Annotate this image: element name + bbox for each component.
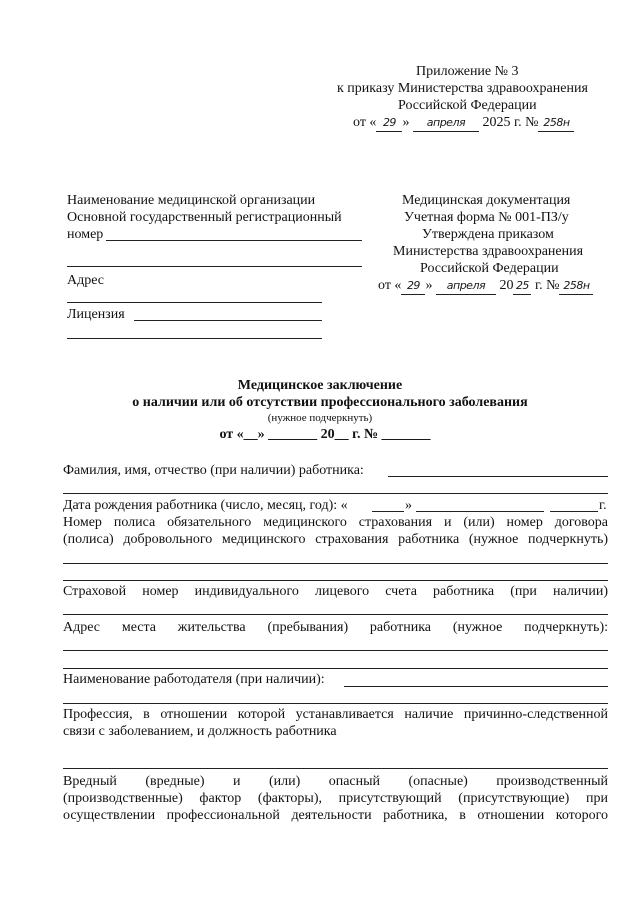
form-date-day-handwritten: 29 [401,277,425,295]
fio-field[interactable] [388,476,608,477]
profession-label-1: Профессия, в отношении которой устанавливается наличие причинно-следственной [63,707,608,722]
license-label: Лицензия [67,307,125,322]
date-prefix: от « [353,115,377,130]
harmful-factor-label-3: осуществлении профессиональной деятельности работника, в отношении которого [63,808,608,823]
form-number-handwritten: 258н [559,277,593,295]
profession-field[interactable] [63,768,608,769]
address-field[interactable] [67,302,322,303]
policy-field-line2[interactable] [63,580,608,581]
approved-label: Утверждена приказом [422,227,554,242]
fio-field-line2[interactable] [63,493,608,494]
birth-quote-close: » [405,498,412,513]
employer-field[interactable] [344,686,608,687]
appendix-date-line [353,114,574,132]
date-quote-close: » [402,115,410,130]
fio-label: Фамилия, имя, отчество (при наличии) работника: [63,463,364,478]
employer-label: Наименование работодателя (при наличии): [63,672,325,687]
form-date-year-a: 20 [499,278,514,293]
license-field[interactable] [134,320,322,321]
policy-label-2: (полиса) добровольного медицинского страхования работника (нужное подчеркнуть) [63,532,608,547]
conclusion-title: Медицинское заключение [237,378,403,393]
appendix-order-line: к приказу Министерства здравоохранения [337,81,588,96]
birth-year-field[interactable] [550,511,598,512]
conclusion-subtitle: о наличии или об отсутствии профессионального заболевания [132,395,528,410]
snils-label: Страховой номер индивидуального лицевого счета работника (при наличии) [63,584,608,599]
date-day-handwritten: 29 [376,114,402,132]
harmful-factor-label-1: Вредный (вредные) и (или) опасный (опасные) производственный [63,774,608,789]
ogrn-label: Основной государственный регистрационный [67,210,342,225]
form-date-year-handwritten: 25 [513,277,531,295]
policy-label-1: Номер полиса обязательного медицинского страхования и (или) номер договора [63,515,608,530]
form-number-label: Учетная форма № 001-ПЗ/у [404,210,569,225]
address-label: Адрес [67,273,105,288]
address-residence-field-line2[interactable] [63,668,608,669]
birth-day-field[interactable] [372,511,404,512]
profession-label-2: связи с заболеванием, и должность работника [63,724,337,739]
ogrn-number-field[interactable] [106,240,362,241]
form-date-month-handwritten: апреля [436,277,496,295]
address-residence-label: Адрес места жительства (пребывания) работника (нужное подчеркнуть): [63,620,608,635]
appendix-title: Приложение № 3 [416,64,519,79]
harmful-factor-label-2: (производственные) фактор (факторы), присутствующий (присутствующие) при [63,791,608,806]
ogrn-number-label: номер [67,227,104,242]
federation-label: Российской Федерации [420,261,559,276]
policy-field[interactable] [63,563,608,564]
ministry-label: Министерства здравоохранения [393,244,584,259]
org-name-label: Наименование медицинской организации [67,193,316,208]
date-year: 2025 г. № [482,115,539,130]
date-month-handwritten: апреля [413,114,479,132]
form-date-line [378,277,593,295]
employer-field-line2[interactable] [63,703,608,704]
appendix-country-line: Российской Федерации [398,98,537,113]
birth-year-suffix: г. [599,498,607,513]
birth-month-field[interactable] [416,511,544,512]
form-date-prefix: от « [378,278,402,293]
order-number-handwritten: 258н [538,114,574,132]
underline-note: (нужное подчеркнуть) [267,412,373,424]
form-date-year-c: г. № [534,278,560,293]
license-blank-line[interactable] [67,338,322,339]
form-date-quote-close: » [425,278,433,293]
birth-date-label: Дата рождения работника (число, месяц, год): « [63,498,348,513]
snils-field[interactable] [63,614,608,615]
org-blank-line[interactable] [67,266,362,267]
address-residence-field[interactable] [63,650,608,651]
medical-doc-label: Медицинская документация [402,193,571,208]
conclusion-date-line: от «__» _______ 20__ г. № _______ [219,427,431,442]
